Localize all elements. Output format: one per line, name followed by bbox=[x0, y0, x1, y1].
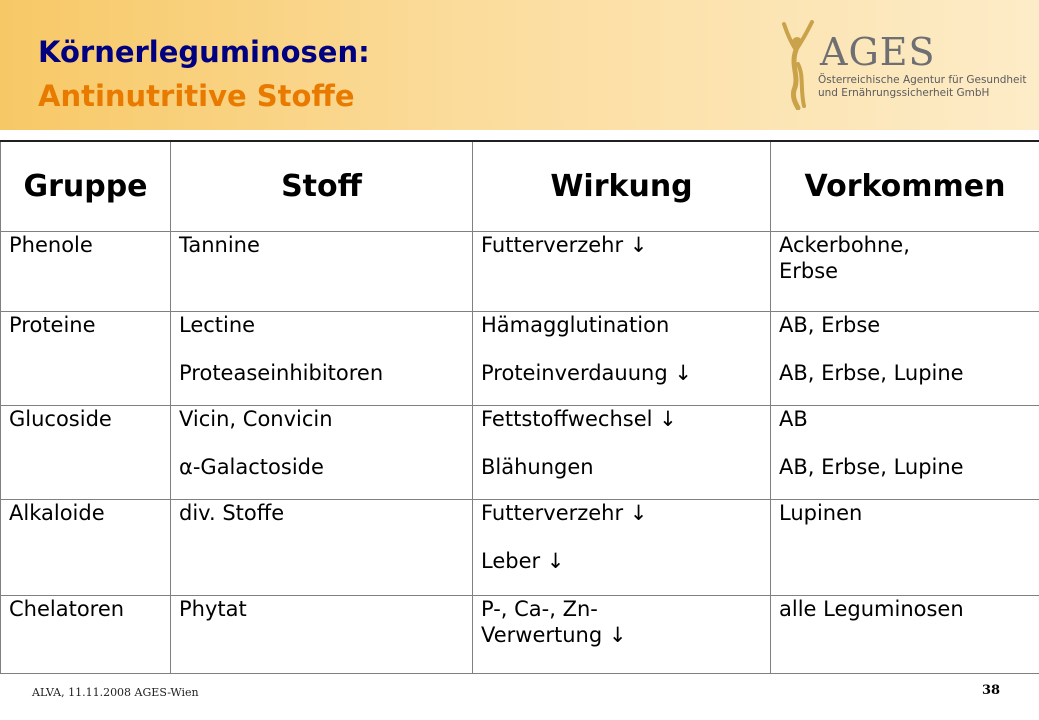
cell-text: Lupinen bbox=[779, 501, 863, 525]
cell-stoff bbox=[171, 406, 473, 500]
ages-logo bbox=[778, 20, 1038, 115]
cell-wirkung bbox=[473, 596, 771, 674]
cell-text: Chelatoren bbox=[9, 597, 125, 621]
cell-text: Proteine bbox=[9, 313, 96, 337]
footer-text: ALVA, 11.11.2008 AGES-Wien bbox=[32, 686, 199, 699]
cell-text: Vicin, Convicin bbox=[179, 407, 333, 431]
cell-gruppe bbox=[1, 232, 171, 312]
cell-text: Glucoside bbox=[9, 407, 112, 431]
cell-text: Erbse bbox=[779, 259, 839, 283]
cell-vorkommen bbox=[771, 406, 1039, 500]
cell-text: Lectine bbox=[179, 313, 256, 337]
cell-text: div. Stoffe bbox=[179, 501, 285, 525]
table-row bbox=[1, 596, 1039, 674]
cell-text: AB, Erbse, Lupine bbox=[779, 455, 964, 479]
header-gruppe: Gruppe bbox=[1, 141, 171, 232]
cell-text: Alkaloide bbox=[9, 501, 105, 525]
cell-wirkung bbox=[473, 232, 771, 312]
cell-text: Leber ↓ bbox=[481, 549, 565, 573]
cell-stoff bbox=[171, 312, 473, 406]
cell-text: Blähungen bbox=[481, 455, 594, 479]
cell-vorkommen bbox=[771, 312, 1039, 406]
cell-text: P-, Ca-, Zn- bbox=[481, 597, 598, 621]
cell-gruppe bbox=[1, 500, 171, 596]
cell-text: Tannine bbox=[179, 233, 260, 257]
cell-gruppe bbox=[1, 596, 171, 674]
cell-text: alle Leguminosen bbox=[779, 597, 964, 621]
logo-name: AGES bbox=[820, 30, 936, 74]
cell-text: Phytat bbox=[179, 597, 247, 621]
table-row bbox=[1, 500, 1039, 596]
cell-text: Phenole bbox=[9, 233, 93, 257]
cell-text: Hämagglutination bbox=[481, 313, 670, 337]
cell-text: Ackerbohne, bbox=[779, 233, 910, 257]
cell-text: Futterverzehr ↓ bbox=[481, 501, 648, 525]
title-line-1: Körnerleguminosen: bbox=[38, 35, 370, 69]
cell-text: Futterverzehr ↓ bbox=[481, 233, 648, 257]
slide-header bbox=[0, 0, 1039, 130]
cell-gruppe bbox=[1, 312, 171, 406]
cell-text: Proteinverdauung ↓ bbox=[481, 361, 692, 385]
cell-vorkommen bbox=[771, 500, 1039, 596]
cell-wirkung bbox=[473, 312, 771, 406]
table-row bbox=[1, 406, 1039, 500]
cell-wirkung bbox=[473, 406, 771, 500]
cell-text: AB bbox=[779, 407, 808, 431]
table-row bbox=[1, 312, 1039, 406]
cell-wirkung bbox=[473, 500, 771, 596]
cell-text: Fettstoffwechsel ↓ bbox=[481, 407, 677, 431]
header-stoff: Stoff bbox=[171, 141, 473, 232]
ages-figure-icon bbox=[778, 20, 818, 110]
cell-text: AB, Erbse bbox=[779, 313, 881, 337]
cell-text: Proteaseinhibitoren bbox=[179, 361, 384, 385]
logo-subtitle-line-2: und Ernährungssicherheit GmbH bbox=[818, 87, 990, 99]
slide-title bbox=[38, 30, 370, 118]
cell-stoff bbox=[171, 596, 473, 674]
cell-vorkommen bbox=[771, 596, 1039, 674]
logo-subtitle bbox=[818, 74, 1027, 100]
cell-text: AB, Erbse, Lupine bbox=[779, 361, 964, 385]
cell-stoff bbox=[171, 232, 473, 312]
header-wirkung: Wirkung bbox=[473, 141, 771, 232]
antinutritive-table bbox=[0, 140, 1039, 674]
cell-text: α-Galactoside bbox=[179, 455, 324, 479]
title-line-2: Antinutritive Stoffe bbox=[38, 79, 355, 113]
cell-stoff bbox=[171, 500, 473, 596]
header-vorkommen: Vorkommen bbox=[771, 141, 1039, 232]
table-row bbox=[1, 232, 1039, 312]
cell-text: Verwertung ↓ bbox=[481, 623, 627, 647]
page-number: 38 bbox=[982, 683, 1001, 698]
cell-vorkommen bbox=[771, 232, 1039, 312]
table-header-row bbox=[1, 141, 1039, 232]
logo-subtitle-line-1: Österreichische Agentur für Gesundheit bbox=[818, 74, 1027, 86]
cell-gruppe bbox=[1, 406, 171, 500]
